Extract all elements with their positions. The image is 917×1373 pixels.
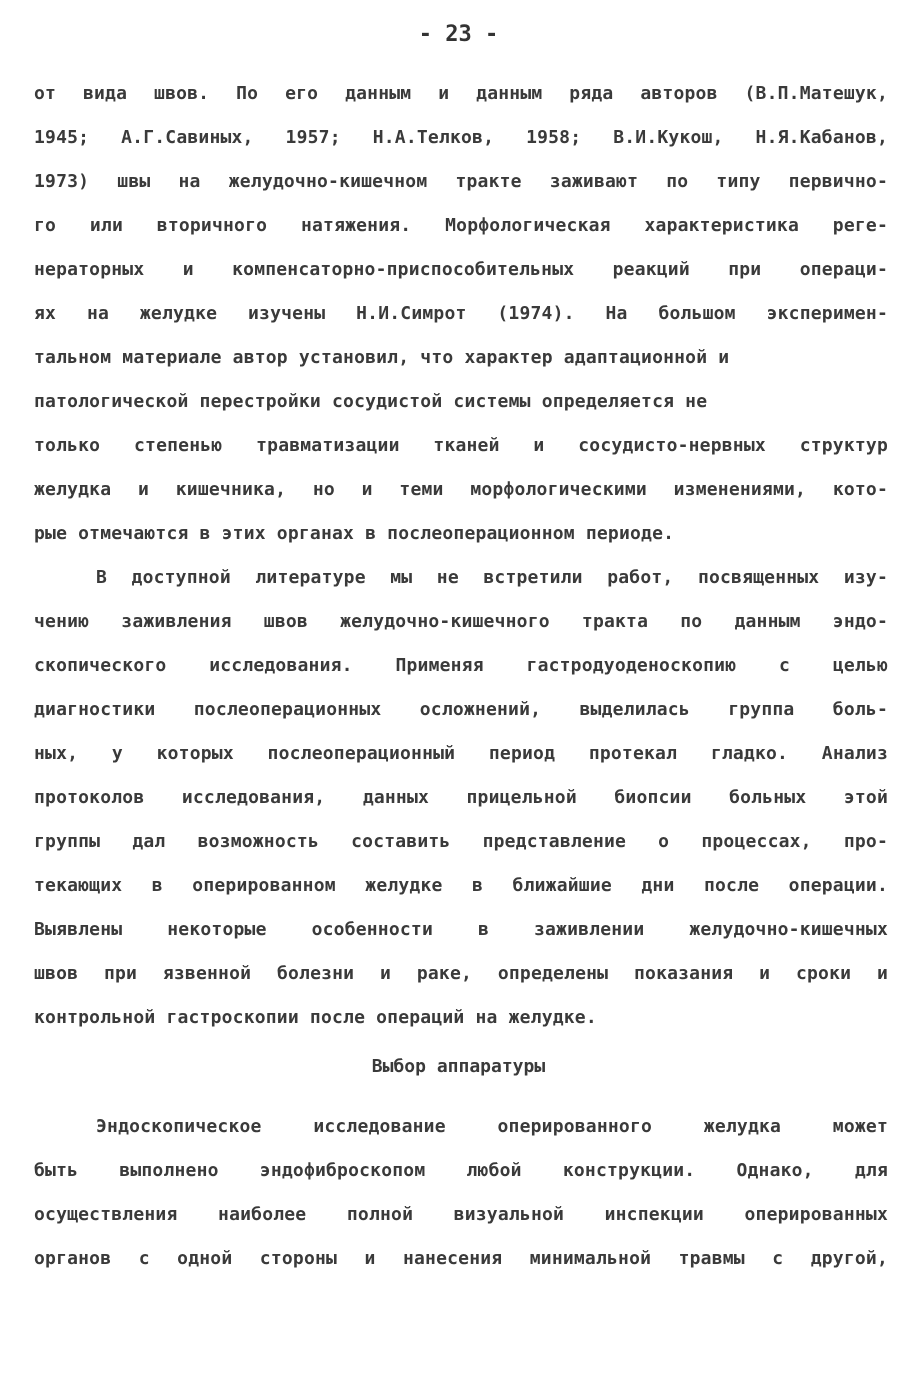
text-line: Выявлены некоторые особенности в заживлении желудочно-кишечных bbox=[34, 919, 888, 940]
text-line: быть выполнено эндофиброскопом любой конструкции. Однако, для bbox=[34, 1160, 888, 1181]
text-line: патологической перестройки сосудистой системы определяется не bbox=[34, 391, 708, 412]
text-line: только степенью травматизации тканей и сосудисто-нервных структур bbox=[34, 435, 888, 456]
text-line: желудка и кишечника, но и теми морфологическими изменениями, кото- bbox=[34, 479, 888, 500]
text-line: группы дал возможность составить представление о процессах, про- bbox=[34, 831, 888, 852]
text-line: от вида швов. По его данным и данным ряда авторов (В.П.Матешук, bbox=[34, 83, 888, 104]
text-line: ях на желудке изучены Н.И.Симрот (1974). На большом эксперимен- bbox=[34, 303, 888, 324]
text-line: протоколов исследования, данных прицельной биопсии больных этой bbox=[34, 787, 888, 808]
text-line: контрольной гастроскопии после операций на желудке. bbox=[34, 1007, 597, 1028]
text-line: осуществления наиболее полной визуальной инспекции оперированных bbox=[34, 1204, 888, 1225]
text-line: тальном материале автор установил, что характер адаптационной и bbox=[34, 347, 730, 368]
text-line: 1973) швы на желудочно-кишечном тракте заживают по типу первично- bbox=[34, 171, 888, 192]
text-line: органов с одной стороны и нанесения минимальной травмы с другой, bbox=[34, 1248, 888, 1269]
text-line: 1945; А.Г.Савиных, 1957; Н.А.Телков, 1958; В.И.Кукош, Н.Я.Кабанов, bbox=[34, 127, 888, 148]
paragraph-first-line: Эндоскопическое исследование оперированного желудка может bbox=[96, 1116, 888, 1137]
section-heading: Выбор аппаратуры bbox=[371, 1056, 546, 1077]
text-line: нераторных и компенсаторно-приспособительных реакций при операци- bbox=[34, 259, 888, 280]
page-number: - 23 - bbox=[418, 22, 499, 47]
text-line: ных, у которых послеоперационный период протекал гладко. Анализ bbox=[34, 743, 888, 764]
text-line: рые отмечаются в этих органах в послеоперационном периоде. bbox=[34, 523, 675, 544]
text-line: текающих в оперированном желудке в ближайшие дни после операции. bbox=[34, 875, 888, 896]
text-line: швов при язвенной болезни и раке, определены показания и сроки и bbox=[34, 963, 888, 984]
paragraph-first-line: В доступной литературе мы не встретили работ, посвященных изу- bbox=[96, 567, 888, 588]
text-line: го или вторичного натяжения. Морфологическая характеристика реге- bbox=[34, 215, 888, 236]
text-line: чению заживления швов желудочно-кишечного тракта по данным эндо- bbox=[34, 611, 888, 632]
text-line: скопического исследования. Применяя гастродуоденоскопию с целью bbox=[34, 655, 888, 676]
text-line: диагностики послеоперационных осложнений, выделилась группа боль- bbox=[34, 699, 888, 720]
